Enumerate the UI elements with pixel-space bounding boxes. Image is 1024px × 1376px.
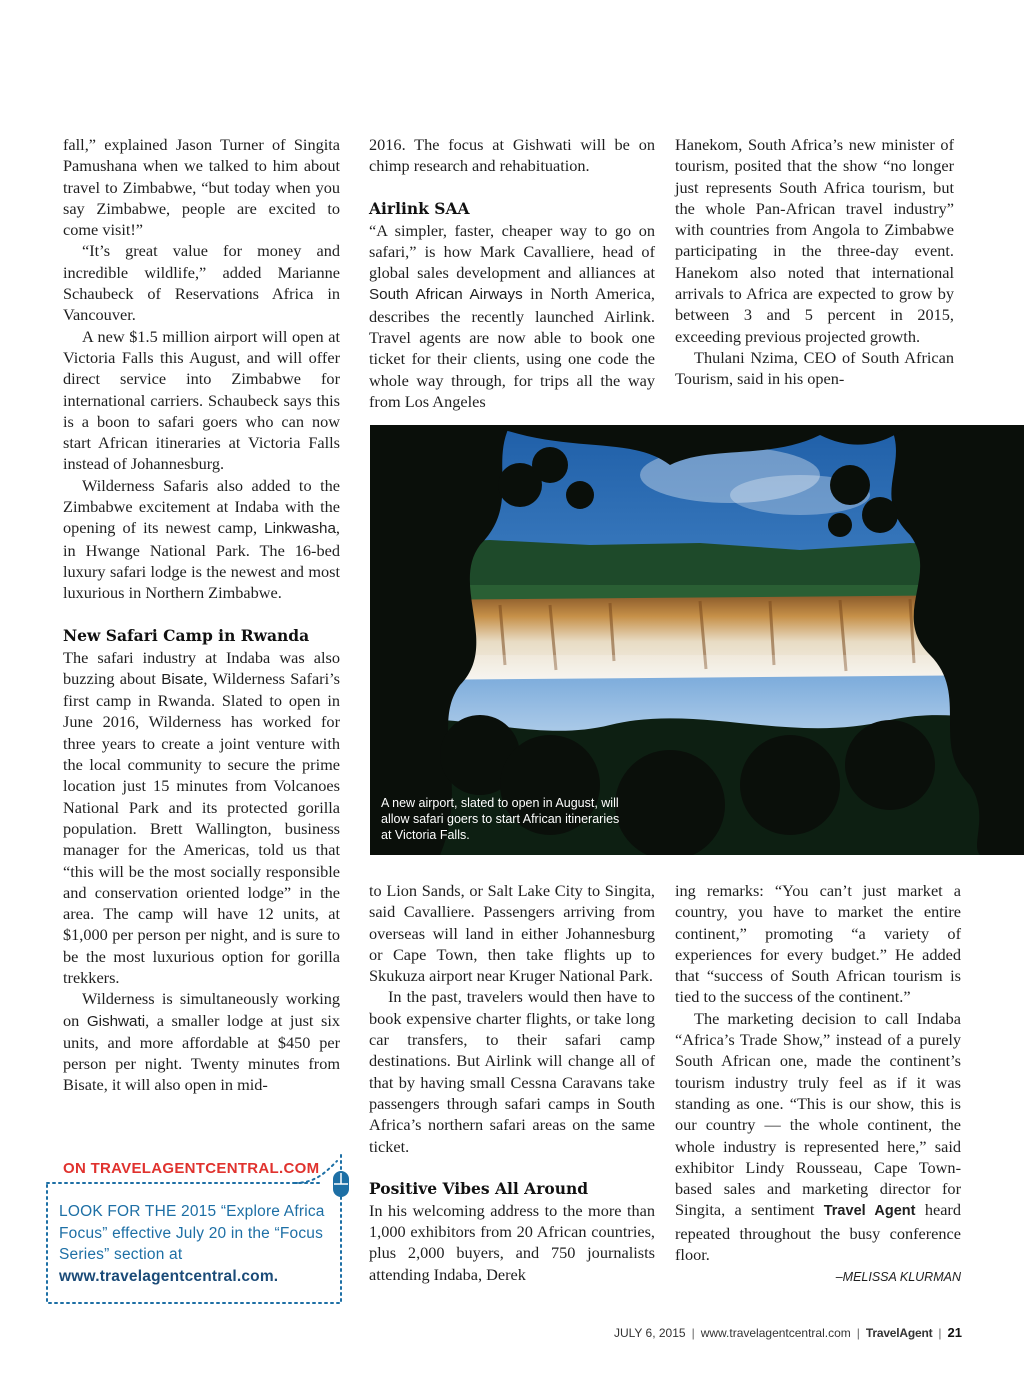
paragraph: A new $1.5 million airport will open at Victoria Falls this August, and will offer direct service into Zimbabwe for international carriers. Schaubeck says this is a boon to safari goers who can now start African itineraries at Victoria Falls instead of Johannesburg. [63,326,340,474]
text-run: heard repeated throughout the busy conference floor. [675,1200,961,1265]
paragraph [63,988,340,1095]
text-run: The safari industry at Indaba was also buzzing about [63,647,340,688]
text-run: Wilderness is simultaneously working on [63,989,340,1030]
property-name: Gishwati [86,1012,146,1030]
paragraph: 2016. The focus at Gishwati will be on chimp research and rehabituation. [369,135,655,176]
paragraph [63,647,340,989]
text-run: Wilderness Safaris also added to the Zimbabwe excitement at Indaba with the opening of its newest camp, [63,475,340,538]
paragraph: Hanekom, South Africa’s new minister of tourism, posited that the show “no longer just represents South Africa tourism, but the whole Pan-African travel industry” with countries from Angola to Zimbabwe participating in the three-day event. Hanekom also noted that international arrivals to Africa are expected to grow by between 3 and 5 percent in 2015, exceeding previous projected growth. [675,135,954,346]
promo-link[interactable]: www.travelagentcentral.com. [59,1267,279,1285]
section-heading-vibes: Positive Vibes All Around [369,1178,589,1198]
text-run: LOOK FOR THE 2015 “Explore Africa Focus” effective July 20 in the “Focus Series” section at [59,1203,325,1263]
computer-mouse-icon [333,1171,349,1197]
text-run: in North America, describes the recently launched Airlink. Travel agents are now able to book one ticket for their clients, using one code the whole way through, for trips all the way from Los Angeles [369,284,655,411]
paragraph: fall,” explained Jason Turner of Singita Pamushana when we talked to him about travel to Zimbabwe, “but today when you say Zimbabwe, people are excited to come visit!” [63,135,340,240]
footer-website[interactable]: www.travelagentcentral.com [700,1326,851,1340]
author-byline: –MELISSA KLURMAN [835,1270,961,1285]
paragraph [675,1008,961,1266]
article-column-2-bottom [369,880,655,1285]
text-run: , in Hwange National Park. The 16-bed luxury safari lodge is the newest and most luxurious in Northern Zimbabwe. [63,518,340,603]
article-column-2-top [369,134,655,412]
page-number: 21 [947,1325,962,1340]
property-name: Bisate [161,670,204,688]
paragraph [63,475,340,604]
section-heading-rwanda: New Safari Camp in Rwanda [63,625,310,645]
article-column-3-bottom [675,880,961,1287]
photo-caption: A new airport, slated to open in August, will allow safari goers to start African itineraries at Victoria Falls. [381,796,620,842]
text-run: “A simpler, faster, cheaper way to go on safari,” is how Mark Cavalliere, head of global sales development and alliances at [369,220,655,283]
promo-heading: ON TRAVELAGENTCENTRAL.COM [63,1160,320,1177]
paragraph: Thulani Nzima, CEO of South African Tourism, said in his open- [675,347,954,389]
paragraph: “It’s great value for money and incredible wildlife,” added Marianne Schaubeck of Reservations Africa in Vancouver. [63,241,340,325]
magazine-brand: TravelAgent [865,1326,933,1340]
paragraph: In the past, travelers would then have to book expensive charter flights, or take long car transfers, to their safari camp destinations. But Airlink will change all of that by having small Cessna Caravans take passengers through safari camps in South Africa’s northern safari areas on the same ticket. [369,987,655,1156]
text-run: , a smaller lodge at just six units, and more affordable at $450 per person per night. Twenty minutes from Bisate, it will also open in mid- [63,1010,340,1095]
text-run: The marketing decision to call Indaba “Africa’s Trade Show,” instead of a purely South African one, made the continent’s tourism industry truly feel as if it was standing as one. “This is our show, this is our country — the whole continent, the whole industry is represented here,” said exhibitor Lindy Rousseau, Cape Town-based sales and marketing director for Singita, a sentiment [675,1008,961,1220]
promo-text [59,1201,339,1287]
article-column-3-top [675,134,954,390]
victoria-falls-photo [370,425,1024,855]
article-column-1 [63,134,340,1096]
paragraph [369,220,655,413]
page-footer: JULY 6, 2015 | www.travelagentcentral.com | TravelAgent | 21 [613,1325,962,1340]
paragraph: In his welcoming address to the more than 1,000 exhibitors from 20 African countries, plus 2,000 buyers, and 750 journalists attending Indaba, Derek [369,1200,655,1284]
property-name: Linkwasha [264,520,336,538]
issue-date: JULY 6, 2015 [613,1326,686,1340]
text-run: , Wilderness Safari’s first camp in Rwanda. Slated to open in June 2016, Wilderness has worked for three years to create a joint venture with the local community to secure the prime location just 15 minutes from Volcanoes National Park and its protected gorilla population. Brett Wallington, business manager for the Americas, told us that “this will be the most socially responsible and conservation oriented lodge” in the area. The camp will have 12 units, at $1,000 per person per night, and is sure to be the most luxurious option for gorilla trekkers. [63,668,340,987]
airline-name: South African Airways [369,286,523,304]
paragraph: ing remarks: “You can’t just market a country, you have to market the entire continent,” promoting “a variety of experiences for every budget.” He added that “success of South African tourism is tied to the success of the continent.” [675,881,961,1007]
paragraph: to Lion Sands, or Salt Lake City to Singita, said Cavalliere. Passengers arriving from overseas will land in either Johannesburg or Cape Town, then take flights up to Skukuza airport near Kruger National Park. [369,881,655,986]
section-heading-airlink: Airlink SAA [369,198,470,218]
brand-name: Travel Agent [823,1203,916,1220]
